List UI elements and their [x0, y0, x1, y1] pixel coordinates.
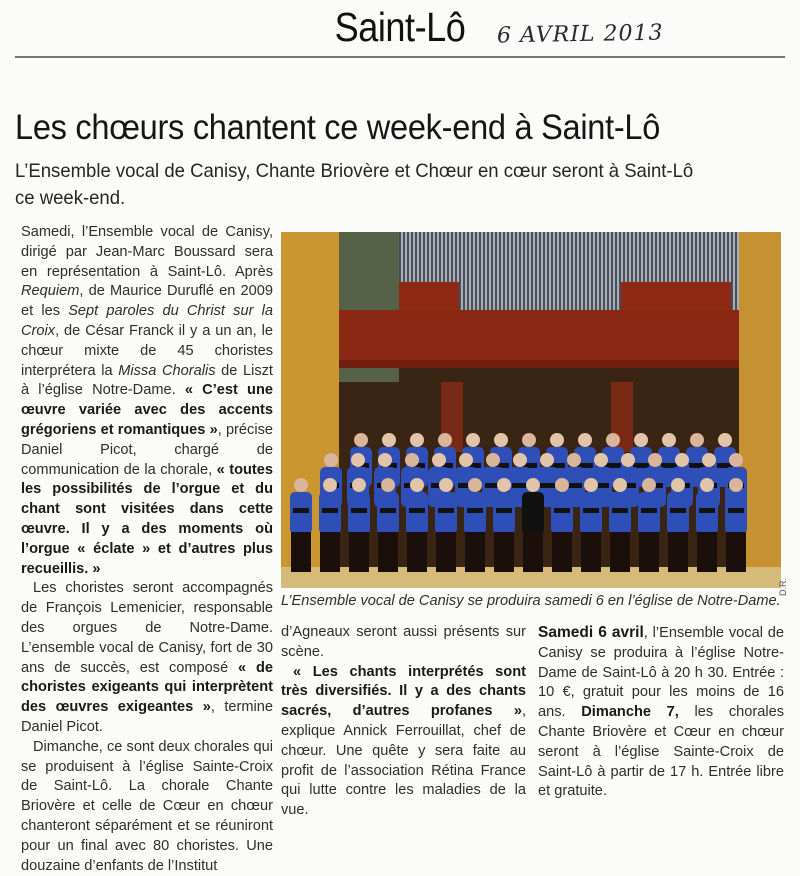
music-folder: [293, 508, 309, 513]
chorister-head: [621, 453, 635, 467]
quote: « de choristes exigeants qui interprètent des œuvres exigeantes »: [21, 659, 273, 716]
header-rule: [15, 56, 785, 58]
handwritten-date: 6 AVRIL 2013: [496, 20, 664, 49]
chorister-trousers: [523, 532, 543, 572]
paragraph: Dimanche, ce sont deux chorales qui se produisent à l’église Sainte-Croix de Saint-Lô. La chorale Chante Briovère et celle de Cœur en chœur chanteront séparément et se réuniront pour un final avec 80 choristes. Une douzaine d’enfants de l’Institut: [21, 738, 273, 874]
standfirst: L’Ensemble vocal de Canisy, Chante Briovère et Chœur en cœur seront à Saint-Lô ce week-end.: [15, 160, 694, 209]
headline: Les chœurs chantent ce week-end à Saint-Lô: [15, 108, 661, 147]
music-folder: [467, 508, 483, 513]
music-folder: [699, 508, 715, 513]
chorister-head: [606, 433, 620, 447]
chorister-head: [729, 478, 743, 492]
work-title: Sept paroles du Christ sur la Croix: [21, 303, 273, 339]
article-column-2: [281, 623, 526, 821]
music-folder: [554, 508, 570, 513]
chorister-head: [468, 478, 482, 492]
chorister-head: [671, 478, 685, 492]
chorister-head: [497, 478, 511, 492]
chorister-head: [378, 453, 392, 467]
article-column-3: [538, 623, 784, 802]
music-folder: [539, 483, 555, 488]
chorister-head: [410, 478, 424, 492]
choir-photo-graphic: [281, 232, 781, 588]
music-folder: [525, 508, 541, 513]
gallery-balcony: [339, 310, 739, 365]
chorister-head: [584, 478, 598, 492]
chorister-head: [410, 433, 424, 447]
chorister-head: [634, 433, 648, 447]
chorister-head: [648, 453, 662, 467]
music-folder: [409, 508, 425, 513]
chorister-head: [439, 478, 453, 492]
chorister-head: [526, 478, 540, 492]
chorister-trousers: [291, 532, 311, 572]
chorister-head: [662, 433, 676, 447]
quote: « Les chants interprétés sont très diversifiés. Il y a des chants sacrés, d’autres profanes »: [281, 663, 526, 720]
chorister-head: [690, 433, 704, 447]
chorister-head: [486, 453, 500, 467]
chorister-head: [438, 433, 452, 447]
chorister-head: [513, 453, 527, 467]
photo-credit: D.R.: [778, 578, 788, 596]
chorister-trousers: [610, 532, 630, 572]
text: , explique Annick Ferrouillat, chef de chœur. Une quête y sera faite au profit de l’association Rétina France qui lutte contre les maladies de la vue.: [281, 703, 526, 819]
photo-caption: L’Ensemble vocal de Canisy se produira samedi 6 en l’église de Notre-Dame.: [281, 593, 781, 609]
chorister-head: [352, 478, 366, 492]
music-folder: [438, 508, 454, 513]
text: , l’Ensemble vocal de Canisy se produira à l’église Notre-Dame de Saint-Lô à 20 h 30. Entrée : 10 €, gratuit pour les moins de 16 ans.: [538, 625, 784, 721]
chorister-trousers: [407, 532, 427, 572]
chorister-head: [351, 453, 365, 467]
chorister-trousers: [378, 532, 398, 572]
chorister-trousers: [581, 532, 601, 572]
chorister-head: [594, 453, 608, 467]
text: Samedi, l’Ensemble vocal de Canisy, dirigé par Jean-Marc Boussard sera en représentation à Saint-Lô. Après: [21, 224, 273, 280]
practical-info: [538, 623, 784, 802]
chorister-head: [432, 453, 446, 467]
paragraph: d’Agneaux seront aussi présents sur scène.: [281, 624, 526, 660]
article-column-1: [21, 223, 273, 876]
organ-case-left: [399, 282, 459, 312]
chorister-trousers: [349, 532, 369, 572]
chorister-head: [700, 478, 714, 492]
chorister-head: [522, 433, 536, 447]
chorister-trousers: [726, 532, 746, 572]
music-folder: [322, 508, 338, 513]
music-folder: [670, 508, 686, 513]
chorister-head: [459, 453, 473, 467]
chorister-trousers: [668, 532, 688, 572]
music-folder: [496, 508, 512, 513]
chorister-head: [702, 453, 716, 467]
paragraph: [21, 223, 273, 579]
paragraph: [281, 663, 526, 821]
music-folder: [728, 508, 744, 513]
photo: [281, 232, 781, 588]
chorister-trousers: [494, 532, 514, 572]
chorister-trousers: [465, 532, 485, 572]
chorister-head: [382, 433, 396, 447]
chorister-head: [294, 478, 308, 492]
chorister-head: [354, 433, 368, 447]
paragraph: [21, 579, 273, 737]
text: , de César Franck il y a un an, le chœur mixte de 45 choristes interprétera la: [21, 322, 273, 379]
text: Les choristes seront accompagnés de François Lemenicier, responsable des orgues de Notre-Dame. L’ensemble vocal de Canisy, fort de 30 ans de succès, est composé: [21, 580, 273, 676]
chorister-trousers: [639, 532, 659, 572]
quote: « C’est une œuvre variée avec des accents grégoriens et romantiques »: [21, 382, 273, 438]
event-date: Dimanche 7,: [581, 704, 679, 721]
music-folder: [641, 508, 657, 513]
work-title: Missa Choralis: [118, 362, 216, 379]
chorister-head: [567, 453, 581, 467]
chorister-head: [381, 478, 395, 492]
chorister-head: [324, 453, 338, 467]
text: , termine Daniel Picot.: [21, 699, 273, 735]
music-folder: [380, 508, 396, 513]
chorister-trousers: [552, 532, 572, 572]
chorister-head: [540, 453, 554, 467]
chorister-head: [466, 433, 480, 447]
chorister-head: [550, 433, 564, 447]
chorister-trousers: [436, 532, 456, 572]
chorister-head: [323, 478, 337, 492]
music-folder: [512, 483, 528, 488]
chorister-head: [718, 433, 732, 447]
chorister-head: [642, 478, 656, 492]
text: de Liszt à l’église Notre-Dame.: [21, 362, 273, 399]
music-folder: [351, 508, 367, 513]
music-folder: [612, 508, 628, 513]
chorister-head: [729, 453, 743, 467]
gallery-rail: [339, 360, 739, 368]
text: les chorales Chante Briovère et Cœur en chœur seront à l’église Sainte-Croix de Saint-Lô à partir de 17 h. Entrée libre et gratuite.: [538, 704, 784, 800]
organ-case-right: [621, 282, 731, 312]
chorister-head: [494, 433, 508, 447]
text: , de Maurice Duruflé en 2009 et les: [21, 283, 273, 320]
chorister-head: [675, 453, 689, 467]
text: , précise Daniel Picot, chargé de communication de la chorale,: [21, 421, 273, 478]
event-date: Samedi 6 avril: [538, 624, 644, 641]
chorister-trousers: [697, 532, 717, 572]
quote: « toutes les possibilités de l’orgue et du chant sont visitées dans cette œuvre. Il y a des moments où l’orgue « éclate » et d’autres plus recueillis. »: [21, 461, 274, 577]
work-title: Requiem: [21, 283, 80, 300]
chorister-head: [555, 478, 569, 492]
chorister-head: [578, 433, 592, 447]
chorister-head: [613, 478, 627, 492]
chorister-head: [405, 453, 419, 467]
music-folder: [583, 508, 599, 513]
section-title: Saint-Lô: [334, 4, 466, 50]
chorister-trousers: [320, 532, 340, 572]
